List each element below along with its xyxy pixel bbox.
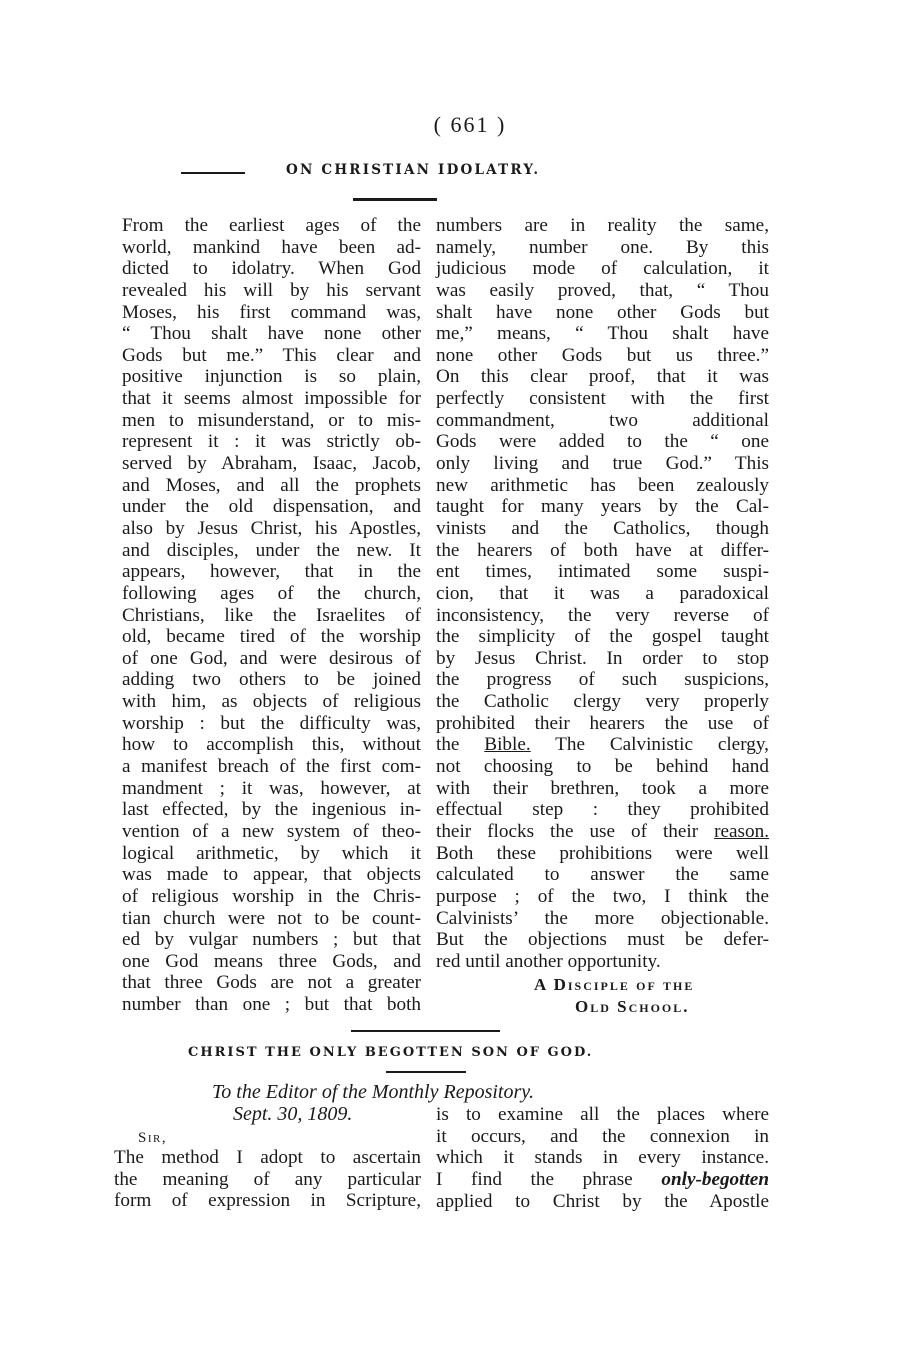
- article1-title: ON CHRISTIAN IDOLATRY.: [286, 162, 541, 178]
- text-line: that three Gods are not a greater: [122, 972, 421, 994]
- text-line: taught for many years by the Cal-: [436, 496, 769, 518]
- text-line: mandment ; it was, however, at: [122, 777, 421, 799]
- text-line: commandment, two additional: [436, 409, 769, 431]
- text-line: form of expression in Scripture,: [114, 1190, 421, 1212]
- text-line: prohibited their hearers the use of: [436, 712, 769, 734]
- text-line: judicious mode of calculation, it: [436, 258, 769, 280]
- text-line: by Jesus Christ. In order to stop: [436, 647, 769, 669]
- text-line: ed by vulgar numbers ; but that: [122, 929, 421, 951]
- text-line: purpose ; of the two, I think the: [436, 885, 769, 907]
- article2-addressee: To the Editor of the Monthly Repository.: [212, 1081, 535, 1103]
- text-line: none other Gods but us three.”: [436, 344, 769, 366]
- text-line: men to misunderstand, or to mis-: [122, 409, 421, 431]
- text-line: new arithmetic has been zealously: [436, 474, 769, 496]
- title-rule: [353, 198, 437, 201]
- article1-left-column: [122, 215, 421, 1016]
- text-line: positive injunction is so plain,: [122, 366, 421, 388]
- text-line: Gods were added to the “ one: [436, 431, 769, 453]
- text-line: and disciples, under the new. It: [122, 539, 421, 561]
- text-line: represent it : it was strictly ob-: [122, 431, 421, 453]
- text-line: a manifest breach of the first com-: [122, 756, 421, 778]
- text-line: Moses, his first command was,: [122, 301, 421, 323]
- text-line: ent times, intimated some suspi-: [436, 561, 769, 583]
- article2-title: CHRIST THE ONLY BEGOTTEN SON OF GOD.: [188, 1045, 594, 1060]
- text-line: The method I adopt to ascertain: [114, 1147, 421, 1168]
- text-line: cion, that it was a paradoxical: [436, 582, 769, 604]
- text-line: of religious worship in the Chris-: [122, 885, 421, 907]
- text-line: dicted to idolatry. When God: [122, 258, 421, 280]
- text-line: the Catholic clergy very properly: [436, 691, 769, 713]
- signature-line-1: A Disciple of the: [534, 975, 695, 994]
- page-number: ( 661 ): [433, 112, 507, 137]
- text-line: worship : but the difficulty was,: [122, 712, 421, 734]
- text-line: On this clear proof, that it was: [436, 366, 769, 388]
- text-line: Both these prohibitions were well: [436, 842, 769, 864]
- text-line: that it seems almost impossible for: [122, 388, 421, 410]
- text-line: one God means three Gods, and: [122, 950, 421, 972]
- text-line: namely, number one. By this: [436, 236, 769, 258]
- text-line: Calvinists’ the more objectionable.: [436, 907, 769, 929]
- text-line: the hearers of both have at differ-: [436, 539, 769, 561]
- text-line: not choosing to be behind hand: [436, 756, 769, 778]
- text-line: adding two others to be joined: [122, 669, 421, 691]
- text-line: shalt have none other Gods but: [436, 301, 769, 323]
- text-line: with him, as objects of religious: [122, 691, 421, 713]
- text-line: Gods but me.” This clear and: [122, 344, 421, 366]
- text-line: under the old dispensation, and: [122, 496, 421, 518]
- text-line: was easily proved, that, “ Thou: [436, 279, 769, 301]
- text-line: world, mankind have been ad-: [122, 236, 421, 258]
- text-line: old, became tired of the worship: [122, 626, 421, 648]
- text-line: is to examine all the places where: [436, 1104, 769, 1125]
- text-line: But the objections must be defer-: [436, 929, 769, 951]
- text-line: me,” means, “ Thou shalt have: [436, 323, 769, 345]
- title-left-dash: [181, 172, 245, 174]
- text-line: red until another opportunity.: [436, 950, 661, 972]
- text-line: appears, however, that in the: [122, 561, 421, 583]
- text-line: number than one ; but that both: [122, 994, 421, 1016]
- article2-left-column: [114, 1147, 421, 1212]
- text-line: the meaning of any particular: [114, 1168, 421, 1190]
- signature-line-2: Old School.: [575, 997, 690, 1016]
- text-line: the simplicity of the gospel taught: [436, 626, 769, 648]
- text-line: revealed his will by his servant: [122, 279, 421, 301]
- text-line: and Moses, and all the prophets: [122, 474, 421, 496]
- article2-date: Sept. 30, 1809.: [233, 1103, 353, 1125]
- text-line: “ Thou shalt have none other: [122, 323, 421, 345]
- text-line: the progress of such suspicions,: [436, 669, 769, 691]
- article2-title-rule: [386, 1071, 466, 1073]
- text-line: their flocks the use of their reason.: [436, 820, 769, 842]
- text-line: the Bible. The Calvinistic clergy,: [436, 734, 769, 756]
- text-line: served by Abraham, Isaac, Jacob,: [122, 453, 421, 475]
- text-line: vention of a new system of theo-: [122, 820, 421, 842]
- text-line: was made to appear, that objects: [122, 864, 421, 886]
- text-line: how to accomplish this, without: [122, 734, 421, 756]
- text-line: vinists and the Catholics, though: [436, 517, 769, 539]
- text-line: numbers are in reality the same,: [436, 215, 769, 236]
- text-line: I find the phrase only-begotten: [436, 1168, 769, 1190]
- text-line: tian church were not to be count-: [122, 907, 421, 929]
- text-line: which it stands in every instance.: [436, 1147, 769, 1169]
- article1-right-column: [436, 215, 769, 972]
- article2-salutation: Sir,: [138, 1130, 168, 1146]
- text-line: applied to Christ by the Apostle: [436, 1190, 769, 1212]
- text-line: perfectly consistent with the first: [436, 388, 769, 410]
- text-line: effectual step : they prohibited: [436, 799, 769, 821]
- text-line: with their brethren, took a more: [436, 777, 769, 799]
- text-line: calculated to answer the same: [436, 864, 769, 886]
- text-line: following ages of the church,: [122, 582, 421, 604]
- text-line: it occurs, and the connexion in: [436, 1125, 769, 1147]
- text-line: also by Jesus Christ, his Apostles,: [122, 517, 421, 539]
- text-line: of one God, and were desirous of: [122, 647, 421, 669]
- text-line: logical arithmetic, by which it: [122, 842, 421, 864]
- text-line: last effected, by the ingenious in-: [122, 799, 421, 821]
- article-separator: [351, 1030, 500, 1032]
- text-line: Christians, like the Israelites of: [122, 604, 421, 626]
- text-line: From the earliest ages of the: [122, 215, 421, 236]
- text-line: inconsistency, the very reverse of: [436, 604, 769, 626]
- article2-right-column: [436, 1104, 769, 1212]
- text-line: only living and true God.” This: [436, 453, 769, 475]
